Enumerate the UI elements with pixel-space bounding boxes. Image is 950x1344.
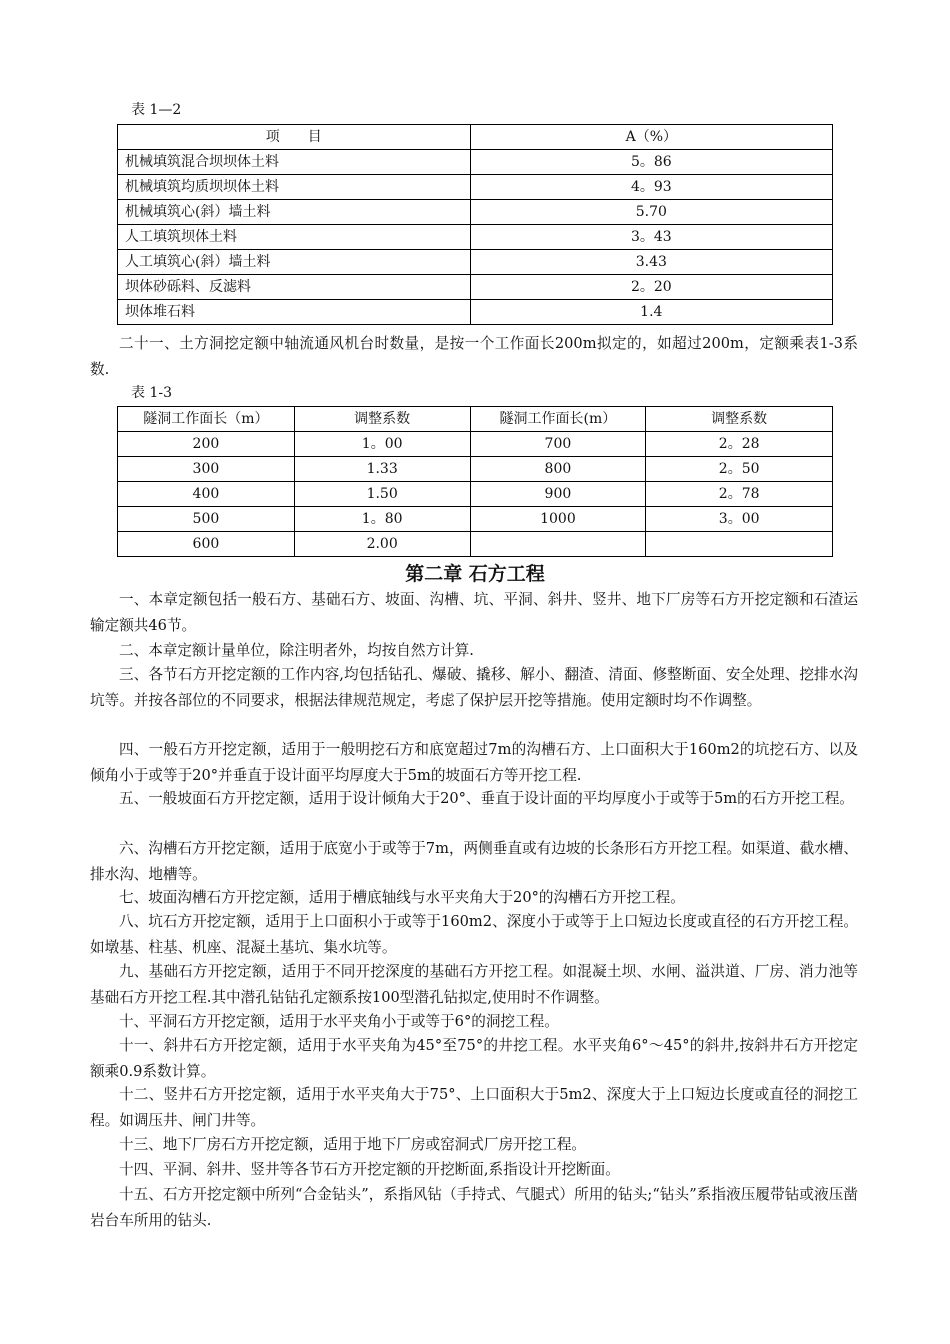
table-row	[118, 275, 833, 300]
paragraph-15: 十五、石方开挖定额中所列“合金钻头”，系指风钻（手持式、气腿式）所用的钻头;“钻头”系指液压履带钻或液压凿岩台车所用的钻头.	[90, 1186, 858, 1229]
paragraph-5: 五、一般坡面石方开挖定额，适用于设计倾角大于20°、垂直于设计面的平均厚度小于或等于5m的石方开挖工程。	[119, 790, 854, 807]
paragraph-1: 一、本章定额包括一般石方、基础石方、坡面、沟槽、坑、平洞、斜井、竖井、地下厂房等石方开挖定额和石渣运输定额共46节。	[90, 591, 858, 634]
table-cell: 800	[470, 457, 646, 482]
table-cell: 4。93	[470, 175, 832, 200]
table-row	[118, 200, 833, 225]
table-cell: 200	[118, 432, 295, 457]
table-cell: 5.70	[470, 200, 832, 225]
table-row	[118, 532, 833, 557]
paragraph-7: 七、坡面沟槽石方开挖定额，适用于槽底轴线与水平夹角大于20°的沟槽石方开挖工程。	[119, 889, 685, 906]
table-row	[118, 300, 833, 325]
table-header-row	[118, 125, 833, 150]
table-cell: 2。78	[646, 482, 833, 507]
table-row	[118, 507, 833, 532]
table-cell: 机械填筑心(斜）墙土料	[118, 200, 471, 225]
paragraph-14: 十四、平洞、斜井、竖井等各节石方开挖定额的开挖断面,系指设计开挖断面。	[119, 1161, 620, 1178]
table-cell: 2。28	[646, 432, 833, 457]
paragraph-3: 三、各节石方开挖定额的工作内容,均包括钻孔、爆破、撬移、解小、翻渣、清面、修整断面、安全处理、挖排水沟坑等。并按各部位的不同要求，根据法律规范规定，考虑了保护层开挖等措施。使用定额时均不作调整。	[90, 666, 858, 709]
table-1-3-caption: 表 1-3	[131, 385, 172, 401]
table-1-2	[117, 124, 833, 325]
paragraph-21: 二十一、土方洞挖定额中轴流通风机台时数量，是按一个工作面长200m拟定的，如超过200m，定额乘表1-3系数.	[90, 335, 858, 378]
table-cell: 900	[470, 482, 646, 507]
table-1-2-caption: 表 1—2	[131, 102, 182, 118]
table-row	[118, 225, 833, 250]
table-cell: 3。43	[470, 225, 832, 250]
table-cell: 人工填筑心(斜）墙土料	[118, 250, 471, 275]
paragraph-10: 十、平洞石方开挖定额，适用于水平夹角小于或等于6°的洞挖工程。	[119, 1013, 559, 1030]
table-cell: 1。00	[294, 432, 470, 457]
paragraph-11: 十一、斜井石方开挖定额，适用于水平夹角为45°至75°的井挖工程。水平夹角6°～45°的斜井,按斜井石方开挖定额乘0.9系数计算。	[90, 1037, 858, 1080]
paragraph-9: 九、基础石方开挖定额，适用于不同开挖深度的基础石方开挖工程。如混凝土坝、水闸、溢洪道、厂房、消力池等基础石方开挖工程.其中潜孔钻钻孔定额系按100型潜孔钻拟定,使用时不作调整。	[90, 963, 858, 1006]
table-cell: 人工填筑坝体土料	[118, 225, 471, 250]
table-row	[118, 150, 833, 175]
table-row	[118, 457, 833, 482]
chapter-title: 第二章 石方工程	[405, 563, 545, 585]
table-cell: 700	[470, 432, 646, 457]
table-cell	[470, 532, 646, 557]
table-cell: 1.4	[470, 300, 832, 325]
table-cell: 1.33	[294, 457, 470, 482]
header-cell-tunnel-length: 隧洞工作面长(m）	[470, 407, 646, 432]
header-cell-a-percent: A（%）	[470, 125, 832, 150]
paragraph-4: 四、一般石方开挖定额，适用于一般明挖石方和底宽超过7m的沟槽石方、上口面积大于160m2的坑挖石方、以及倾角小于或等于20°并垂直于设计面平均厚度大于5m的坡面石方等开挖工程.	[90, 741, 858, 784]
table-row	[118, 175, 833, 200]
table-header-row	[118, 407, 833, 432]
table-cell: 2.00	[294, 532, 470, 557]
paragraph-12: 十二、竖井石方开挖定额，适用于水平夹角大于75°、上口面积大于5m2、深度大于上口短边长度或直径的洞挖工程。如调压井、闸门井等。	[90, 1086, 858, 1129]
table-cell: 500	[118, 507, 295, 532]
table-cell: 1.50	[294, 482, 470, 507]
header-cell-coefficient: 调整系数	[646, 407, 833, 432]
table-row	[118, 432, 833, 457]
table-cell: 坝体砂砾料、反滤料	[118, 275, 471, 300]
table-cell: 5。86	[470, 150, 832, 175]
table-cell	[646, 532, 833, 557]
table-cell: 2。50	[646, 457, 833, 482]
table-cell: 机械填筑均质坝坝体土料	[118, 175, 471, 200]
table-cell: 2。20	[470, 275, 832, 300]
paragraph-2: 二、本章定额计量单位，除注明者外，均按自然方计算.	[119, 642, 474, 659]
table-1-3	[117, 406, 833, 557]
table-cell: 300	[118, 457, 295, 482]
table-cell: 600	[118, 532, 295, 557]
table-cell: 3。00	[646, 507, 833, 532]
paragraph-8: 八、坑石方开挖定额，适用于上口面积小于或等于160m2、深度小于或等于上口短边长度或直径的石方开挖工程。如墩基、柱基、机座、混凝土基坑、集水坑等。	[90, 913, 858, 956]
table-row	[118, 250, 833, 275]
table-cell: 1000	[470, 507, 646, 532]
table-cell: 3.43	[470, 250, 832, 275]
header-cell-tunnel-length: 隧洞工作面长（m）	[118, 407, 295, 432]
table-cell: 机械填筑混合坝坝体土料	[118, 150, 471, 175]
paragraph-6: 六、沟槽石方开挖定额，适用于底宽小于或等于7m，两侧垂直或有边坡的长条形石方开挖工程。如渠道、截水槽、排水沟、地槽等。	[90, 840, 858, 883]
paragraph-13: 十三、地下厂房石方开挖定额，适用于地下厂房或窑洞式厂房开挖工程。	[119, 1136, 587, 1153]
table-row	[118, 482, 833, 507]
table-cell: 坝体堆石料	[118, 300, 471, 325]
table-cell: 400	[118, 482, 295, 507]
table-cell: 1。80	[294, 507, 470, 532]
header-cell-item: 项 目	[118, 125, 471, 150]
header-cell-coefficient: 调整系数	[294, 407, 470, 432]
